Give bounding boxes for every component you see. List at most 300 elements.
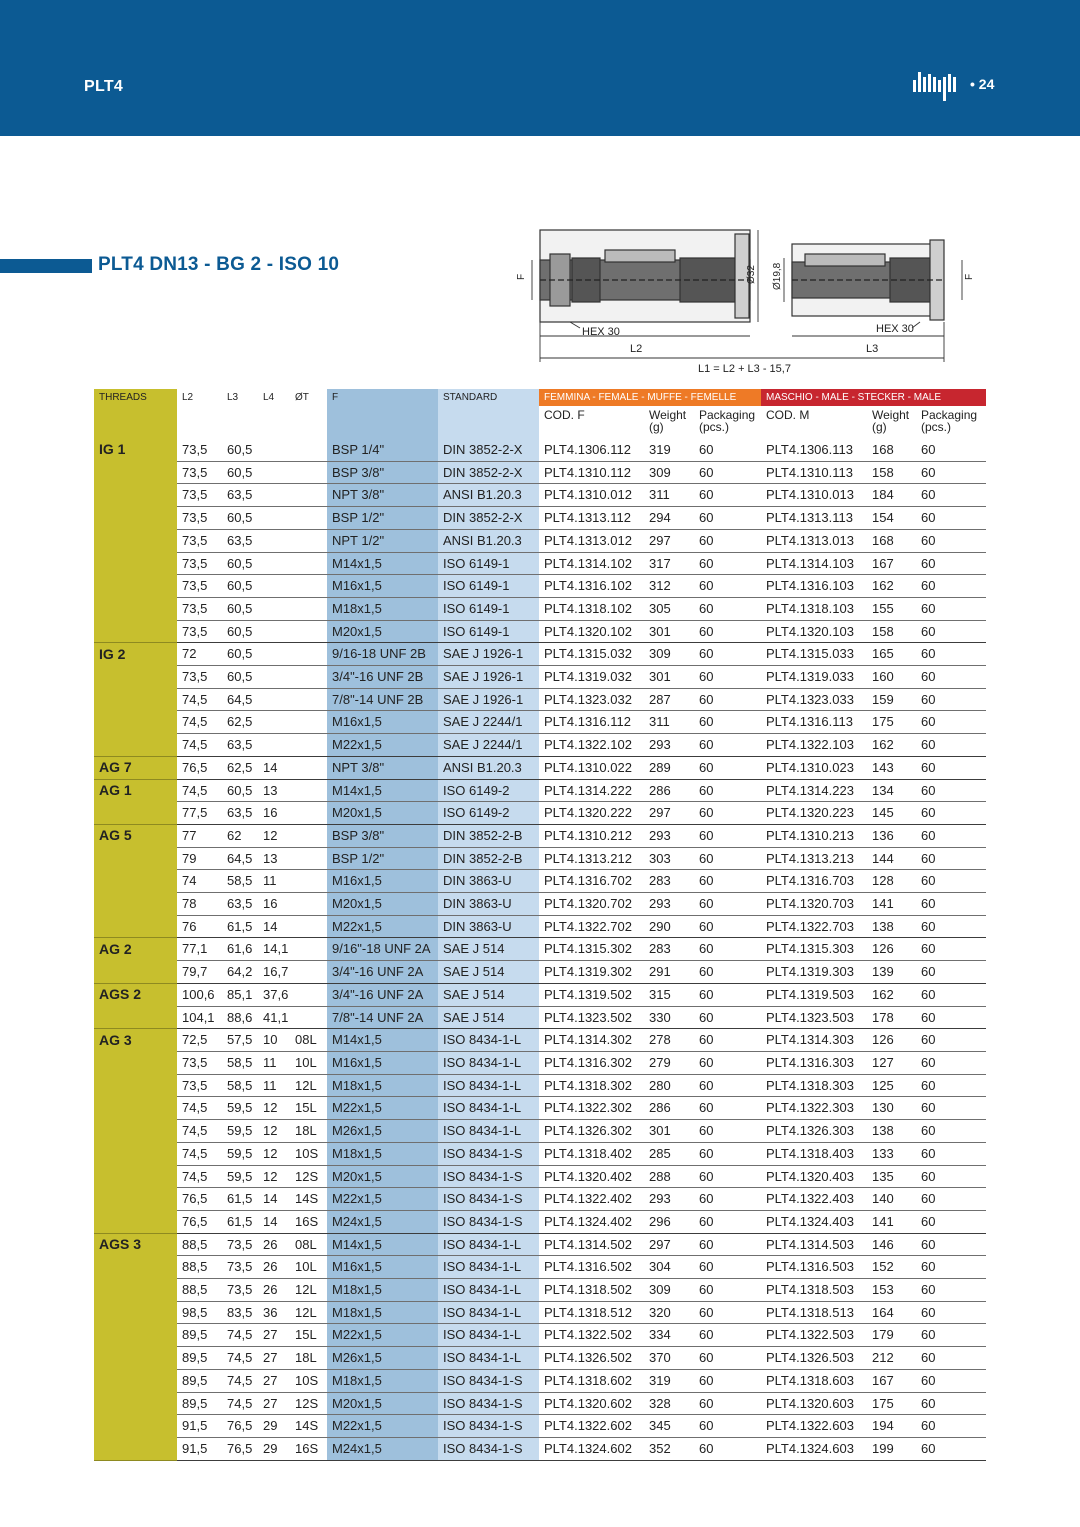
- thread-label: [94, 893, 177, 916]
- cell-weight-f: 319: [644, 439, 694, 461]
- cell-cod-m: PLT4.1319.503: [761, 983, 867, 1006]
- cell-packaging-f: 60: [694, 870, 761, 893]
- cell-standard: ISO 6149-1: [438, 597, 539, 620]
- cell-l3: 62,5: [222, 756, 258, 779]
- cell-l4: 12: [258, 1165, 290, 1188]
- hex-label-right: HEX 30: [876, 323, 914, 335]
- cell-weight-m: 175: [867, 711, 916, 734]
- table-row: [94, 938, 986, 961]
- cell-packaging-m: 60: [916, 734, 986, 757]
- cell-weight-m: 143: [867, 756, 916, 779]
- cell-l2: 73,5: [177, 1051, 222, 1074]
- cell-l2: 104,1: [177, 1006, 222, 1029]
- cell-thread-f: BSP 1/2": [327, 507, 438, 530]
- cell-l3: 60,5: [222, 507, 258, 530]
- cell-cod-m: PLT4.1315.303: [761, 938, 867, 961]
- header-l2: L2: [182, 392, 194, 403]
- cell-cod-f: PLT4.1313.112: [539, 507, 644, 530]
- cell-l2: 89,5: [177, 1392, 222, 1415]
- table-row: [94, 597, 986, 620]
- cell-thread-f: 7/8"-14 UNF 2A: [327, 1006, 438, 1029]
- section-title: PLT4 DN13 - BG 2 - ISO 10: [98, 254, 340, 275]
- cell-ot: [290, 507, 327, 530]
- cell-standard: ANSI B1.20.3: [438, 529, 539, 552]
- cell-standard: ISO 8434-1-L: [438, 1256, 539, 1279]
- cell-packaging-m: 60: [916, 847, 986, 870]
- cell-l2: 74,5: [177, 688, 222, 711]
- thread-label: [94, 961, 177, 984]
- header-threads: THREADS: [94, 389, 177, 406]
- cell-weight-m: 145: [867, 802, 916, 825]
- cell-ot: [290, 893, 327, 916]
- cell-ot: [290, 870, 327, 893]
- cell-weight-f: 293: [644, 893, 694, 916]
- cell-l4: 16,7: [258, 961, 290, 984]
- cell-l4: [258, 529, 290, 552]
- cell-cod-m: PLT4.1318.503: [761, 1279, 867, 1302]
- cell-cod-m: PLT4.1314.303: [761, 1029, 867, 1052]
- cell-packaging-m: 60: [916, 1142, 986, 1165]
- cell-thread-f: M22x1,5: [327, 734, 438, 757]
- cell-cod-f: PLT4.1318.102: [539, 597, 644, 620]
- cell-thread-f: M18x1,5: [327, 1279, 438, 1302]
- cell-thread-f: M16x1,5: [327, 1256, 438, 1279]
- cell-l2: 74,5: [177, 1165, 222, 1188]
- header-female-group: FEMMINA - FEMALE - MUFFE - FEMELLE: [539, 389, 761, 406]
- cell-cod-m: PLT4.1316.503: [761, 1256, 867, 1279]
- cell-l3: 59,5: [222, 1120, 258, 1143]
- cell-packaging-m: 60: [916, 1120, 986, 1143]
- page-number: • 24: [970, 76, 995, 92]
- cell-thread-f: M16x1,5: [327, 1051, 438, 1074]
- cell-l3: 63,5: [222, 529, 258, 552]
- cell-packaging-f: 60: [694, 1301, 761, 1324]
- cell-packaging-f: 60: [694, 1029, 761, 1052]
- cell-l3: 62,5: [222, 711, 258, 734]
- table-header-row: [94, 389, 986, 406]
- cell-thread-f: M14x1,5: [327, 1029, 438, 1052]
- cell-l2: 98,5: [177, 1301, 222, 1324]
- cell-standard: SAE J 1926-1: [438, 666, 539, 689]
- cell-cod-f: PLT4.1318.302: [539, 1074, 644, 1097]
- cell-cod-f: PLT4.1316.502: [539, 1256, 644, 1279]
- cell-thread-f: M14x1,5: [327, 1233, 438, 1256]
- cell-weight-m: 184: [867, 484, 916, 507]
- page-header: [0, 0, 1080, 136]
- cell-cod-f: PLT4.1320.222: [539, 802, 644, 825]
- cell-l3: 64,5: [222, 847, 258, 870]
- table-row: [94, 1415, 986, 1438]
- cell-l3: 76,5: [222, 1415, 258, 1438]
- cell-standard: DIN 3852-2-B: [438, 824, 539, 847]
- cell-packaging-f: 60: [694, 756, 761, 779]
- cell-packaging-f: 60: [694, 1120, 761, 1143]
- thread-label: [94, 575, 177, 598]
- cell-packaging-m: 60: [916, 1051, 986, 1074]
- thread-label: AG 7: [94, 756, 177, 779]
- cell-packaging-f: 60: [694, 1415, 761, 1438]
- cell-l3: 73,5: [222, 1256, 258, 1279]
- table-row: [94, 961, 986, 984]
- cell-ot: 08L: [290, 1029, 327, 1052]
- cell-packaging-f: 60: [694, 439, 761, 461]
- cell-weight-m: 126: [867, 938, 916, 961]
- cell-ot: [290, 688, 327, 711]
- table-row: [94, 1051, 986, 1074]
- cell-l3: 60,5: [222, 439, 258, 461]
- cell-cod-m: PLT4.1310.013: [761, 484, 867, 507]
- cell-cod-f: PLT4.1310.022: [539, 756, 644, 779]
- table-row: [94, 1210, 986, 1233]
- cell-thread-f: M20x1,5: [327, 620, 438, 643]
- cell-thread-f: NPT 3/8": [327, 484, 438, 507]
- cell-ot: 16S: [290, 1437, 327, 1460]
- cell-packaging-m: 60: [916, 552, 986, 575]
- cell-l2: 100,6: [177, 983, 222, 1006]
- cell-l4: [258, 575, 290, 598]
- thread-label: AG 1: [94, 779, 177, 802]
- table-row: [94, 1369, 986, 1392]
- cell-thread-f: M22x1,5: [327, 1324, 438, 1347]
- hex-label-left: HEX 30: [582, 326, 620, 338]
- cell-cod-m: PLT4.1322.403: [761, 1188, 867, 1211]
- cell-l2: 73,5: [177, 575, 222, 598]
- cell-standard: ISO 8434-1-L: [438, 1279, 539, 1302]
- cell-cod-f: PLT4.1319.032: [539, 666, 644, 689]
- cell-weight-f: 311: [644, 484, 694, 507]
- cell-l4: 13: [258, 779, 290, 802]
- cell-packaging-m: 60: [916, 529, 986, 552]
- cell-l2: 76,5: [177, 1210, 222, 1233]
- cell-l2: 73,5: [177, 1074, 222, 1097]
- cell-ot: 15L: [290, 1097, 327, 1120]
- cell-packaging-m: 60: [916, 620, 986, 643]
- header-ot: ØT: [295, 392, 309, 403]
- cell-ot: 12L: [290, 1301, 327, 1324]
- cell-l2: 73,5: [177, 507, 222, 530]
- table-row: [94, 1142, 986, 1165]
- cell-weight-f: 283: [644, 938, 694, 961]
- table-row: [94, 484, 986, 507]
- cell-thread-f: M22x1,5: [327, 1415, 438, 1438]
- cell-l3: 85,1: [222, 983, 258, 1006]
- cell-l4: 12: [258, 1097, 290, 1120]
- cell-l2: 74,5: [177, 1120, 222, 1143]
- cell-l3: 73,5: [222, 1233, 258, 1256]
- cell-packaging-f: 60: [694, 620, 761, 643]
- cell-l4: [258, 620, 290, 643]
- cell-ot: 10S: [290, 1369, 327, 1392]
- cell-standard: DIN 3863-U: [438, 870, 539, 893]
- cell-weight-m: 168: [867, 439, 916, 461]
- cell-l4: 16: [258, 802, 290, 825]
- cell-cod-f: PLT4.1320.402: [539, 1165, 644, 1188]
- thread-label: [94, 1256, 177, 1279]
- cell-packaging-m: 60: [916, 1347, 986, 1370]
- cell-standard: ISO 8434-1-L: [438, 1097, 539, 1120]
- cell-l3: 60,5: [222, 643, 258, 666]
- table-row: [94, 620, 986, 643]
- cell-cod-m: PLT4.1320.103: [761, 620, 867, 643]
- cell-ot: [290, 824, 327, 847]
- cell-l4: 14: [258, 915, 290, 938]
- cell-packaging-m: 60: [916, 1392, 986, 1415]
- cell-l3: 63,5: [222, 734, 258, 757]
- cell-thread-f: BSP 3/8": [327, 461, 438, 484]
- table-row: [94, 1165, 986, 1188]
- cell-l2: 74,5: [177, 1142, 222, 1165]
- cell-packaging-f: 60: [694, 597, 761, 620]
- cell-cod-f: PLT4.1310.012: [539, 484, 644, 507]
- cell-cod-m: PLT4.1320.703: [761, 893, 867, 916]
- cell-cod-m: PLT4.1318.513: [761, 1301, 867, 1324]
- cell-weight-m: 162: [867, 575, 916, 598]
- cell-l4: 12: [258, 1142, 290, 1165]
- cell-weight-f: 288: [644, 1165, 694, 1188]
- cell-cod-m: PLT4.1314.103: [761, 552, 867, 575]
- table-row: [94, 1120, 986, 1143]
- cell-l4: [258, 643, 290, 666]
- cell-weight-m: 133: [867, 1142, 916, 1165]
- cell-cod-f: PLT4.1306.112: [539, 439, 644, 461]
- cell-thread-f: NPT 1/2": [327, 529, 438, 552]
- cell-standard: ISO 8434-1-L: [438, 1074, 539, 1097]
- cell-ot: [290, 847, 327, 870]
- cell-packaging-m: 60: [916, 1029, 986, 1052]
- female-coupling: [540, 230, 750, 322]
- cell-l4: 26: [258, 1279, 290, 1302]
- cell-cod-m: PLT4.1316.113: [761, 711, 867, 734]
- cell-standard: ISO 8434-1-L: [438, 1029, 539, 1052]
- cell-weight-f: 279: [644, 1051, 694, 1074]
- cell-l4: 12: [258, 1120, 290, 1143]
- cell-packaging-m: 60: [916, 1006, 986, 1029]
- cell-packaging-f: 60: [694, 1392, 761, 1415]
- table-row: [94, 1006, 986, 1029]
- cell-weight-f: 301: [644, 666, 694, 689]
- cell-packaging-f: 60: [694, 1074, 761, 1097]
- cell-l3: 76,5: [222, 1437, 258, 1460]
- cell-l4: [258, 734, 290, 757]
- cell-standard: SAE J 514: [438, 983, 539, 1006]
- cell-ot: [290, 439, 327, 461]
- cell-packaging-m: 60: [916, 1256, 986, 1279]
- cell-thread-f: NPT 3/8": [327, 756, 438, 779]
- cell-packaging-f: 60: [694, 961, 761, 984]
- thread-label: [94, 1188, 177, 1211]
- cell-l2: 73,5: [177, 597, 222, 620]
- cell-thread-f: M22x1,5: [327, 1188, 438, 1211]
- cell-cod-f: PLT4.1314.222: [539, 779, 644, 802]
- cell-ot: [290, 575, 327, 598]
- cell-weight-f: 286: [644, 779, 694, 802]
- table-row: [94, 870, 986, 893]
- thread-label: [94, 847, 177, 870]
- cell-packaging-m: 60: [916, 1188, 986, 1211]
- thread-label: [94, 1369, 177, 1392]
- cell-l3: 63,5: [222, 484, 258, 507]
- table-row: [94, 1324, 986, 1347]
- cell-cod-m: PLT4.1318.103: [761, 597, 867, 620]
- cell-packaging-m: 60: [916, 688, 986, 711]
- cell-cod-f: PLT4.1315.032: [539, 643, 644, 666]
- cell-l3: 88,6: [222, 1006, 258, 1029]
- cell-weight-f: 309: [644, 461, 694, 484]
- thread-label: AG 3: [94, 1029, 177, 1052]
- cell-cod-m: PLT4.1319.033: [761, 666, 867, 689]
- table-row: [94, 439, 986, 461]
- cell-cod-f: PLT4.1313.012: [539, 529, 644, 552]
- cell-thread-f: M14x1,5: [327, 779, 438, 802]
- header-male-group: MASCHIO - MALE - STECKER - MALE: [761, 389, 986, 406]
- cell-standard: ISO 8434-1-S: [438, 1437, 539, 1460]
- cell-ot: [290, 802, 327, 825]
- cell-weight-m: 139: [867, 961, 916, 984]
- cell-l4: 10: [258, 1029, 290, 1052]
- cell-cod-f: PLT4.1322.102: [539, 734, 644, 757]
- cell-l2: 74: [177, 870, 222, 893]
- cell-thread-f: BSP 3/8": [327, 824, 438, 847]
- cell-packaging-f: 60: [694, 1097, 761, 1120]
- cell-packaging-f: 60: [694, 1256, 761, 1279]
- cell-standard: ISO 6149-1: [438, 552, 539, 575]
- cell-weight-m: 167: [867, 552, 916, 575]
- table-row: [94, 802, 986, 825]
- cell-packaging-f: 60: [694, 688, 761, 711]
- cell-packaging-m: 60: [916, 507, 986, 530]
- cell-packaging-f: 60: [694, 1279, 761, 1302]
- cell-weight-m: 128: [867, 870, 916, 893]
- cell-cod-m: PLT4.1313.013: [761, 529, 867, 552]
- cell-ot: 10S: [290, 1142, 327, 1165]
- cell-ot: 14S: [290, 1415, 327, 1438]
- cell-standard: DIN 3863-U: [438, 915, 539, 938]
- cell-ot: [290, 734, 327, 757]
- cell-ot: 12L: [290, 1279, 327, 1302]
- cell-standard: SAE J 2244/1: [438, 734, 539, 757]
- cell-packaging-m: 60: [916, 643, 986, 666]
- table-row: [94, 915, 986, 938]
- cell-cod-f: PLT4.1319.302: [539, 961, 644, 984]
- cell-standard: DIN 3852-2-X: [438, 439, 539, 461]
- cell-weight-f: 289: [644, 756, 694, 779]
- cell-packaging-m: 60: [916, 779, 986, 802]
- cell-thread-f: M16x1,5: [327, 711, 438, 734]
- cell-cod-f: PLT4.1316.102: [539, 575, 644, 598]
- cell-packaging-f: 60: [694, 484, 761, 507]
- cell-weight-m: 134: [867, 779, 916, 802]
- cell-packaging-f: 60: [694, 1347, 761, 1370]
- cell-l3: 74,5: [222, 1369, 258, 1392]
- thread-label: [94, 552, 177, 575]
- cell-cod-m: PLT4.1324.603: [761, 1437, 867, 1460]
- header-weight-m: Weight (g): [872, 408, 910, 434]
- cell-packaging-m: 60: [916, 1301, 986, 1324]
- dim-l2: L2: [630, 343, 643, 355]
- cell-l3: 64,5: [222, 688, 258, 711]
- thread-label: [94, 870, 177, 893]
- cell-l3: 63,5: [222, 802, 258, 825]
- cell-standard: SAE J 1926-1: [438, 688, 539, 711]
- cell-packaging-m: 60: [916, 484, 986, 507]
- cell-weight-f: 319: [644, 1369, 694, 1392]
- cell-cod-m: PLT4.1316.103: [761, 575, 867, 598]
- cell-thread-f: BSP 1/2": [327, 847, 438, 870]
- cell-l2: 79,7: [177, 961, 222, 984]
- table-row: [94, 1188, 986, 1211]
- cell-weight-f: 309: [644, 1279, 694, 1302]
- cell-l2: 77,5: [177, 802, 222, 825]
- cell-thread-f: 9/16-18 UNF 2B: [327, 643, 438, 666]
- cell-l3: 59,5: [222, 1142, 258, 1165]
- cell-l4: [258, 666, 290, 689]
- cell-weight-f: 311: [644, 711, 694, 734]
- header-cod-m: COD. M: [766, 408, 810, 422]
- cell-cod-f: PLT4.1323.502: [539, 1006, 644, 1029]
- thread-label: [94, 734, 177, 757]
- cell-l3: 74,5: [222, 1347, 258, 1370]
- cell-cod-f: PLT4.1315.302: [539, 938, 644, 961]
- cell-ot: [290, 711, 327, 734]
- cell-weight-m: 179: [867, 1324, 916, 1347]
- cell-cod-f: PLT4.1322.502: [539, 1324, 644, 1347]
- cell-thread-f: M24x1,5: [327, 1210, 438, 1233]
- cell-packaging-m: 60: [916, 1324, 986, 1347]
- cell-l2: 74,5: [177, 711, 222, 734]
- cell-l2: 89,5: [177, 1369, 222, 1392]
- cell-l3: 64,2: [222, 961, 258, 984]
- cell-l2: 76: [177, 915, 222, 938]
- thread-label: [94, 461, 177, 484]
- table-row: [94, 461, 986, 484]
- cell-l2: 89,5: [177, 1324, 222, 1347]
- cell-weight-m: 144: [867, 847, 916, 870]
- cell-weight-f: 278: [644, 1029, 694, 1052]
- cell-packaging-f: 60: [694, 529, 761, 552]
- cell-l4: 16: [258, 893, 290, 916]
- thread-label: [94, 1120, 177, 1143]
- cell-cod-m: PLT4.1316.703: [761, 870, 867, 893]
- cell-weight-m: 146: [867, 1233, 916, 1256]
- cell-packaging-f: 60: [694, 1324, 761, 1347]
- cell-weight-m: 168: [867, 529, 916, 552]
- cell-cod-m: PLT4.1326.503: [761, 1347, 867, 1370]
- cell-cod-f: PLT4.1318.512: [539, 1301, 644, 1324]
- cell-cod-f: PLT4.1324.602: [539, 1437, 644, 1460]
- cell-ot: [290, 938, 327, 961]
- cell-l4: 26: [258, 1256, 290, 1279]
- cell-thread-f: M18x1,5: [327, 1369, 438, 1392]
- cell-standard: ISO 6149-1: [438, 620, 539, 643]
- cell-packaging-m: 60: [916, 597, 986, 620]
- cell-packaging-m: 60: [916, 983, 986, 1006]
- cell-packaging-m: 60: [916, 802, 986, 825]
- thread-label: [94, 688, 177, 711]
- cell-cod-m: PLT4.1314.223: [761, 779, 867, 802]
- cell-l3: 83,5: [222, 1301, 258, 1324]
- cell-thread-f: M22x1,5: [327, 1097, 438, 1120]
- cell-cod-m: PLT4.1324.403: [761, 1210, 867, 1233]
- thread-label: IG 2: [94, 643, 177, 666]
- cell-l2: 76,5: [177, 1188, 222, 1211]
- cell-ot: [290, 915, 327, 938]
- cell-l3: 61,5: [222, 915, 258, 938]
- dim-f-right: F: [964, 273, 975, 280]
- cell-cod-m: PLT4.1322.303: [761, 1097, 867, 1120]
- cell-weight-f: 291: [644, 961, 694, 984]
- cell-l2: 73,5: [177, 461, 222, 484]
- cell-thread-f: M26x1,5: [327, 1347, 438, 1370]
